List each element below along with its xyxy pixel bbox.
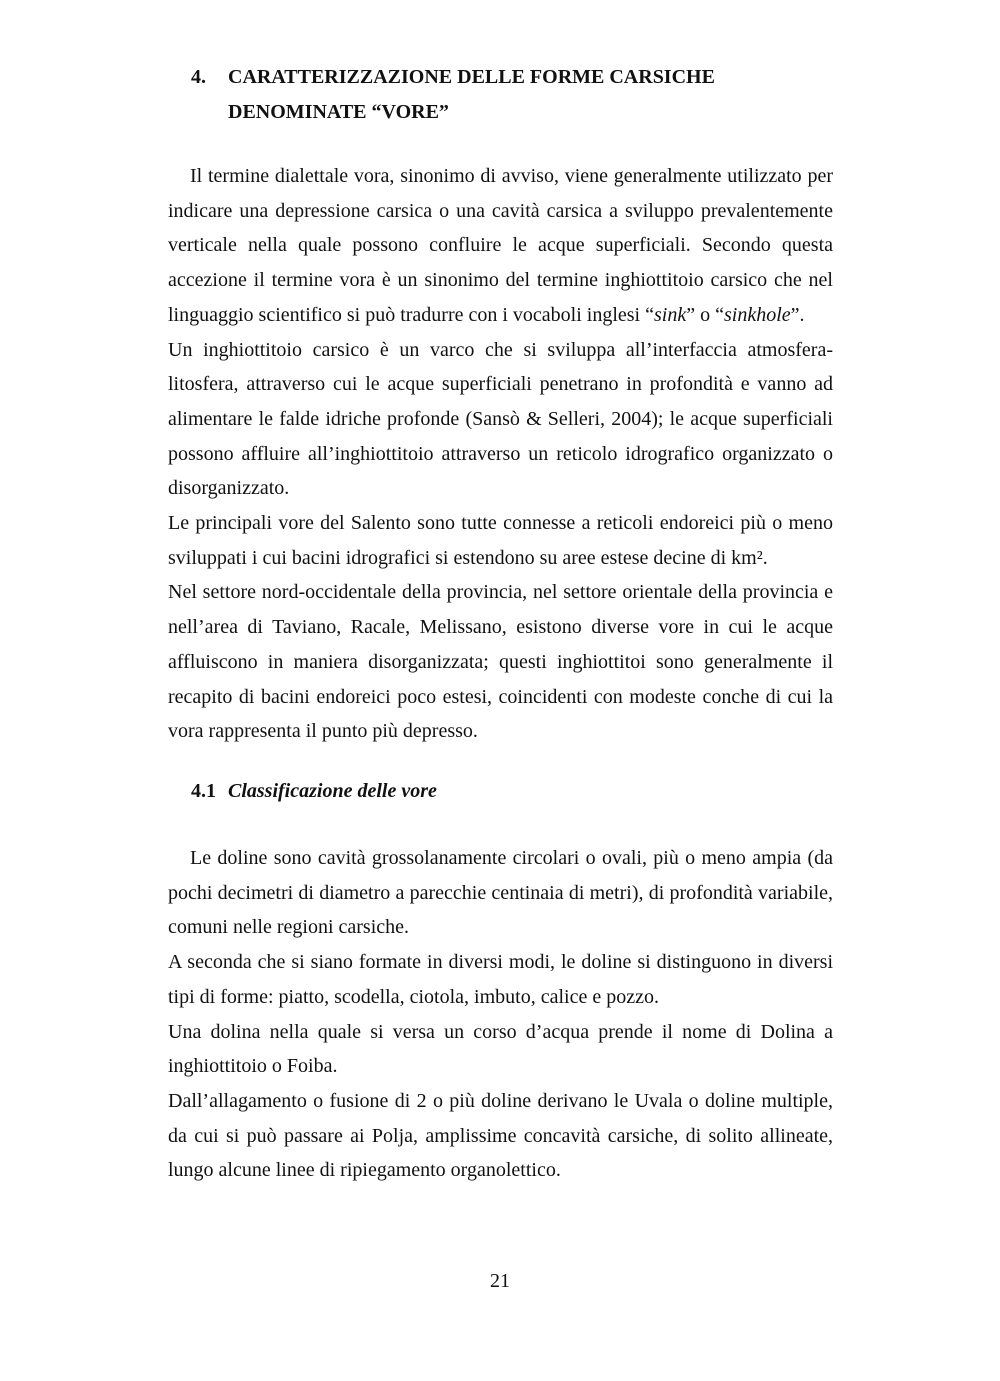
paragraph: A seconda che si siano formate in diversi modi, le doline si distinguono in diversi tipi di forme: piatto, scodella, ciotola, imbuto, calice e pozzo.: [168, 951, 833, 1008]
chapter-heading-line1: [191, 60, 851, 95]
chapter-heading: [191, 60, 851, 130]
chapter-title-line1: CARATTERIZZAZIONE DELLE FORME CARSICHE: [228, 66, 715, 88]
page-number: 21: [490, 1270, 510, 1292]
paragraph: Dall’allagamento o fusione di 2 o più doline derivano le Uvala o doline multiple, da cui si può passare ai Polja, amplissime concavità carsiche, di solito allineate, lungo alcune linee di ripiegamento organolettico.: [168, 1089, 833, 1182]
term-sink: sink: [654, 303, 687, 326]
subsection-title: Classificazione delle vore: [228, 780, 437, 802]
subsection-heading: [191, 774, 437, 808]
paragraph: [168, 159, 833, 333]
paragraph-text: ”.: [790, 303, 805, 326]
term-sinkhole: sinkhole: [723, 303, 791, 326]
paragraph: Le doline sono cavità grossolanamente circolari o ovali, più o meno ampia (da pochi decimetri di diametro a parecchie centinaia di metri), di profondità variabile, comuni nelle regioni carsiche.: [168, 847, 833, 939]
paragraph-text: ” o “: [686, 303, 724, 326]
paragraph: Le principali vore del Salento sono tutte connesse a reticoli endoreici più o meno sviluppati i cui bacini idrografici si estendono su aree estese decine di km².: [168, 512, 833, 569]
paragraph: Nel settore nord-occidentale della provincia, nel settore orientale della provincia e nell’area di Taviano, Racale, Melissano, esistono diverse vore in cui le acque affluiscono in maniera disorganizzata; questi inghiottitoi sono generalmente il recapito di bacini endoreici poco estesi, coincidenti con modeste conche di cui la vora rappresenta il punto più depresso.: [168, 581, 833, 743]
paragraph-text: Il termine dialettale vora, sinonimo di avviso, viene generalmente utilizzato per indicare una depressione carsica o una cavità carsica a sviluppo prevalentemente verticale nella quale possono confluire le acque superficiali. Secondo questa accezione il termine vora è un sinonimo del termine inghiottitoio carsico che nel linguaggio scientifico si può tradurre con i vocaboli inglesi “: [168, 165, 833, 326]
section-body: [168, 159, 833, 749]
paragraph: Un inghiottitoio carsico è un varco che si sviluppa all’interfaccia atmosfera-litosfera, attraverso cui le acque superficiali penetrano in profondità e vanno ad alimentare le falde idriche profonde (Sansò & Selleri, 2004); le acque superficiali possono affluire all’inghiottitoio attraverso un reticolo idrografico organizzato o disorganizzato.: [168, 338, 833, 500]
paragraph: Una dolina nella quale si versa un corso d’acqua prende il nome di Dolina a inghiottitoio o Foiba.: [168, 1020, 833, 1078]
subsection-body: [168, 841, 833, 1188]
chapter-number: 4.: [191, 66, 206, 88]
chapter-title-line2: DENOMINATE “VORE”: [228, 101, 449, 123]
subsection-number: 4.1: [191, 780, 216, 802]
